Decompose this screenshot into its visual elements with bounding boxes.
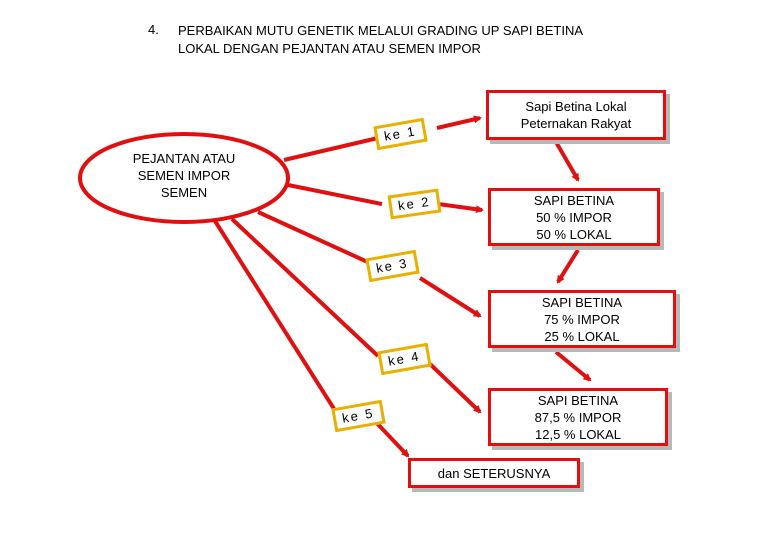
box5-line-1: dan SETERUSNYA	[437, 465, 551, 481]
box-87-5-impor	[488, 388, 668, 446]
box2-line-1: SAPI BETINA	[533, 192, 615, 208]
box2-line-3: 50 % LOKAL	[536, 226, 612, 242]
step-label-2: ke 2	[388, 189, 441, 220]
arrow-box3-box4	[556, 352, 590, 380]
box-sapi-betina-lokal	[486, 90, 666, 140]
title-line-2: LOKAL DENGAN PEJANTAN ATAU SEMEN IMPOR	[178, 41, 481, 56]
line-source-ke5	[215, 221, 336, 412]
box4-line-1: SAPI BETINA	[537, 392, 619, 408]
arrow-ke4-box4	[430, 364, 480, 412]
step-label-3: ke 3	[365, 250, 419, 282]
line-source-ke2	[288, 185, 382, 204]
line-source-ke1	[284, 138, 378, 160]
box3-line-1: SAPI BETINA	[541, 294, 623, 310]
box1-line-1: Sapi Betina Lokal	[525, 99, 627, 114]
source-label	[96, 150, 272, 201]
section-number: 4.	[148, 22, 159, 37]
box1-line-2: Peternakan Rakyat	[520, 116, 632, 131]
box-50-impor	[488, 188, 660, 246]
box-seterusnya	[408, 458, 580, 488]
arrow-box2-box3	[558, 250, 578, 282]
box4-line-3: 12,5 % LOKAL	[535, 426, 621, 442]
arrow-ke3-box3	[420, 278, 480, 316]
box4-line-2: 87,5 % IMPOR	[534, 409, 622, 425]
arrow-ke2-box2	[438, 204, 482, 210]
box3-line-2: 75 % IMPOR	[544, 311, 620, 327]
box2-line-2: 50 % IMPOR	[536, 209, 612, 225]
source-line-3: SEMEN	[160, 185, 208, 200]
box3-line-3: 25 % LOKAL	[544, 328, 620, 344]
step-label-1: ke 1	[373, 118, 427, 150]
arrow-box1-box2	[556, 142, 578, 180]
line-source-ke3	[258, 212, 372, 264]
title-line-1: PERBAIKAN MUTU GENETIK MELALUI GRADING UP SAPI BETINA	[178, 23, 584, 38]
arrow-ke1-box1	[437, 118, 480, 128]
line-source-ke4	[232, 219, 378, 356]
source-line-2: SEMEN IMPOR	[137, 168, 231, 183]
source-line-1: PEJANTAN ATAU	[132, 151, 236, 166]
step-label-5: ke 5	[331, 400, 385, 432]
step-label-4: ke 4	[377, 343, 431, 375]
box-75-impor	[488, 290, 676, 348]
